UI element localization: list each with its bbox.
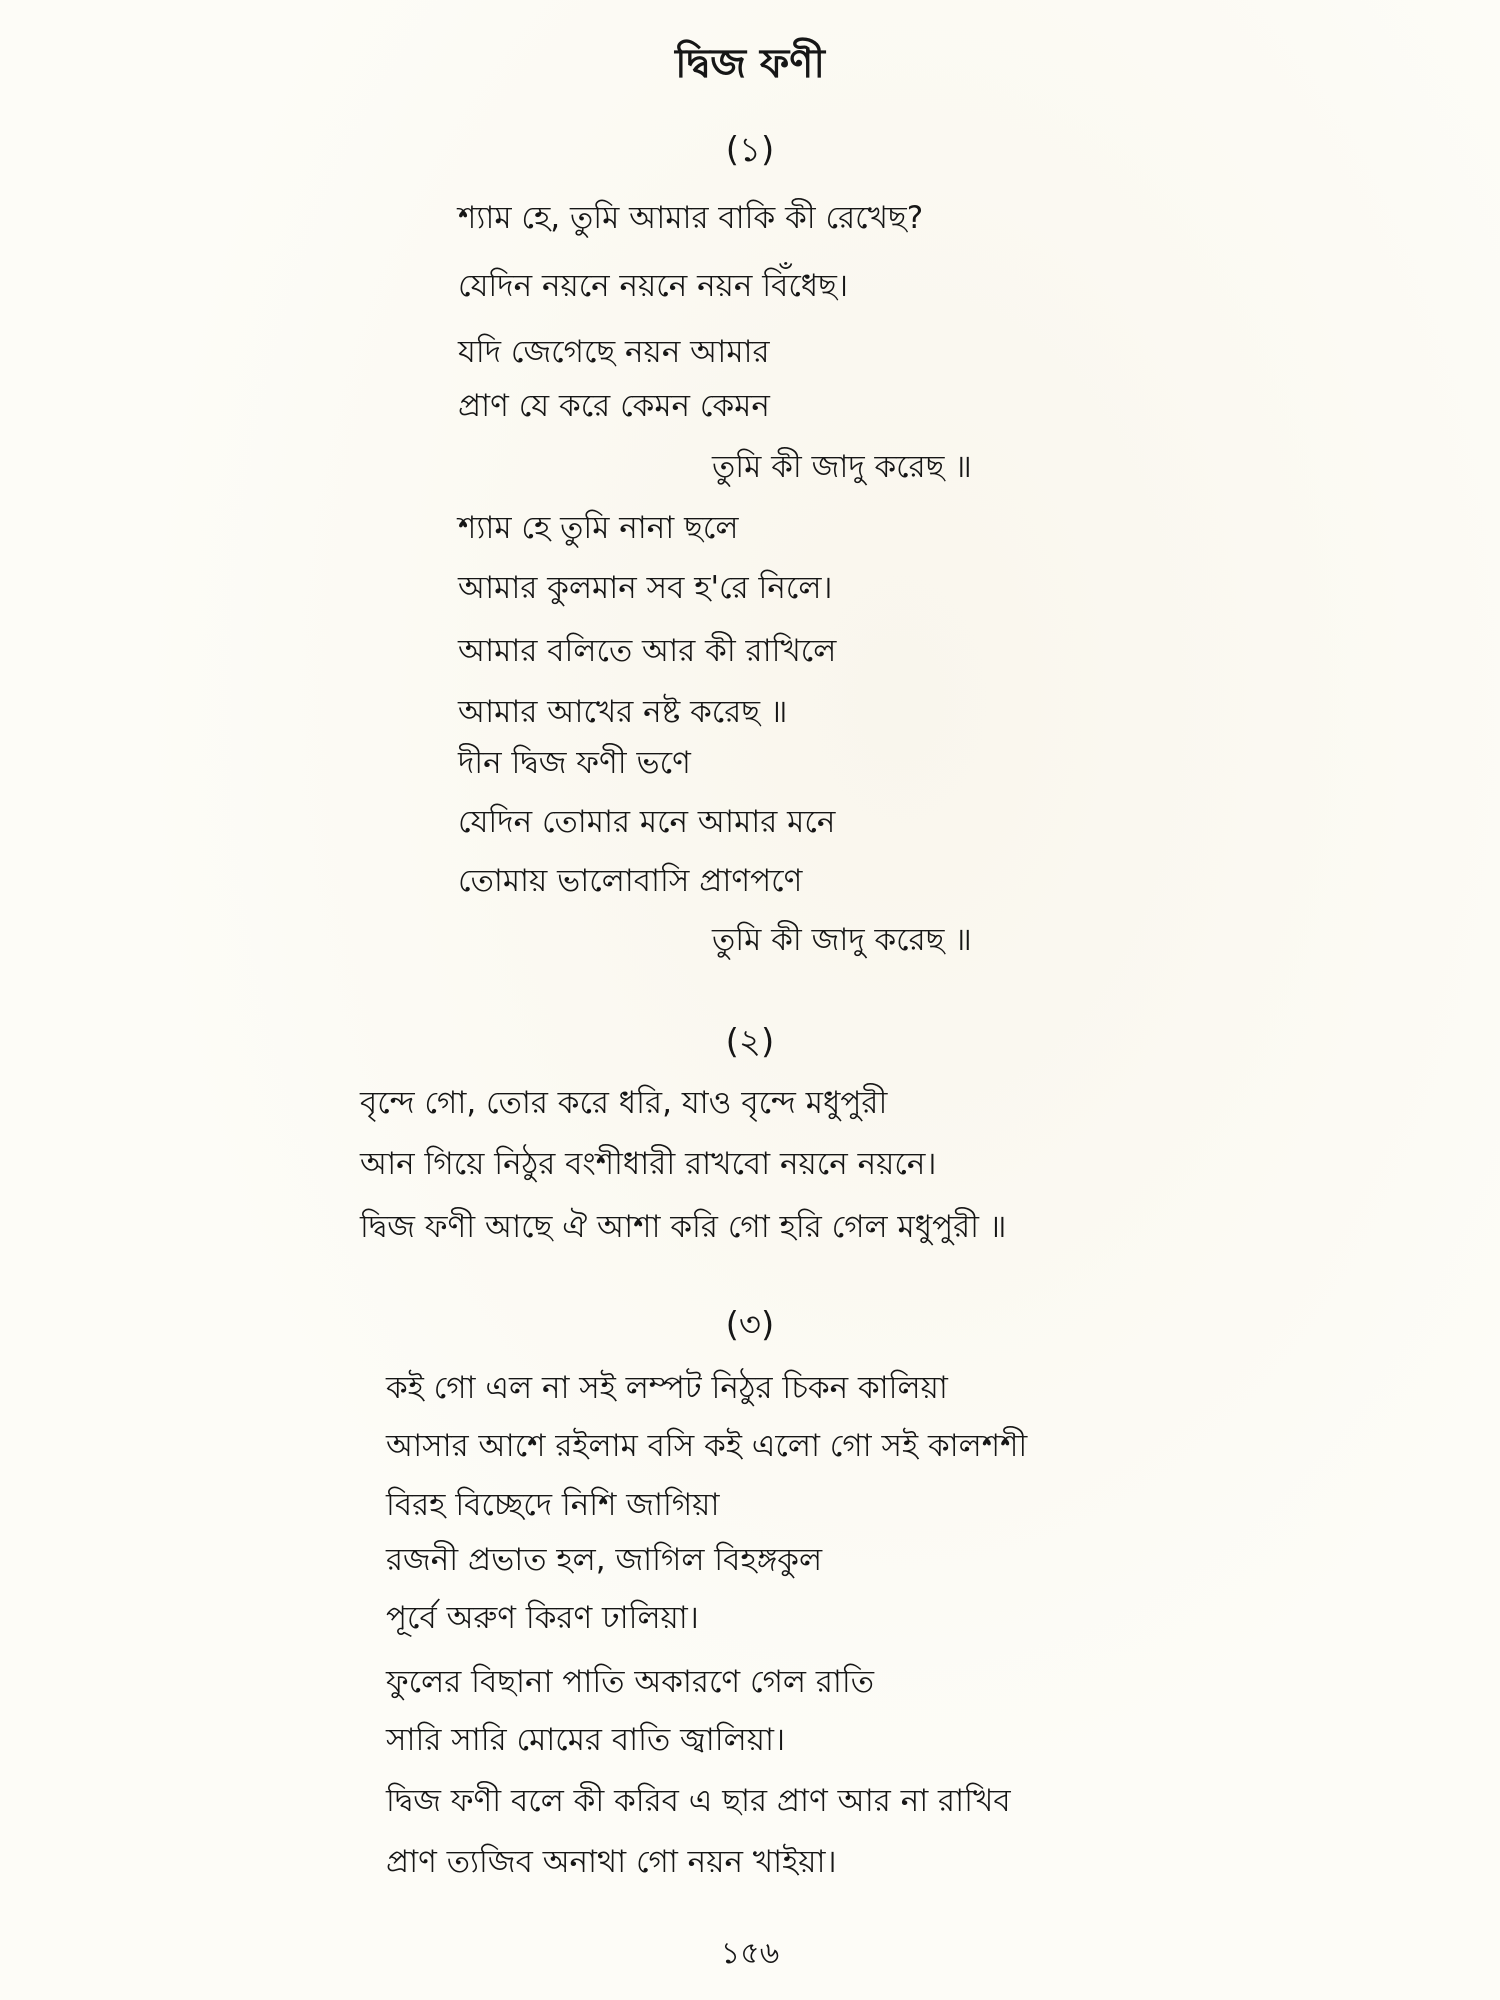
page-number: ১৫৬ <box>720 1936 780 1971</box>
verse-line: আন গিয়ে নিঠুর বংশীধারী রাখবো নয়নে নয়নে। <box>360 1146 937 1182</box>
verse-line: শ্যাম হে, তুমি আমার বাকি কী রেখেছ? <box>458 200 924 236</box>
verse-line: যদি জেগেছে নয়ন আমার <box>458 334 770 370</box>
verse-line: শ্যাম হে তুমি নানা ছলে <box>458 510 739 546</box>
page-title: দ্বিজ ফণী <box>675 41 825 87</box>
verse-line: প্রাণ ত্যজিব অনাথা গো নয়ন খাইয়া। <box>386 1844 837 1880</box>
verse-line: আমার কুলমান সব হ'রে নিলে। <box>458 570 833 606</box>
verse-line: আমার বলিতে আর কী রাখিলে <box>458 633 837 669</box>
verse-refrain-line: তুমি কী জাদু করেছ ॥ <box>712 922 972 958</box>
verse-line: যেদিন নয়নে নয়নে নয়ন বিঁধেছ। <box>458 268 849 304</box>
verse-line: দীন দ্বিজ ফণী ভণে <box>458 745 691 781</box>
verse-line: কই গো এল না সই লম্পট নিঠুর চিকন কালিয়া <box>386 1370 948 1406</box>
verse-line: বৃন্দে গো, তোর করে ধরি, যাও বৃন্দে মধুপুরী <box>360 1085 888 1121</box>
verse-line: তোমায় ভালোবাসি প্রাণপণে <box>458 863 803 899</box>
verse-line: দ্বিজ ফণী আছে ঐ আশা করি গো হরি গেল মধুপুরী ॥ <box>360 1209 1007 1245</box>
verse-line: যেদিন তোমার মনে আমার মনে <box>458 804 836 840</box>
section-number-1: (১) <box>725 130 775 170</box>
verse-line: ফুলের বিছানা পাতি অকারণে গেল রাতি <box>386 1664 875 1700</box>
verse-line: পূর্বে অরুণ কিরণ ঢালিয়া। <box>386 1600 699 1636</box>
verse-line: সারি সারি মোমের বাতি জ্বালিয়া। <box>386 1722 786 1758</box>
verse-line: প্রাণ যে করে কেমন কেমন <box>458 388 770 424</box>
verse-line: বিরহ বিচ্ছেদে নিশি জাগিয়া <box>386 1487 720 1523</box>
verse-refrain-line: তুমি কী জাদু করেছ ॥ <box>712 449 972 485</box>
verse-line: আমার আখের নষ্ট করেছ ॥ <box>458 694 788 730</box>
verse-line: দ্বিজ ফণী বলে কী করিব এ ছার প্রাণ আর না রাখিব <box>386 1783 1011 1819</box>
section-number-2: (২) <box>725 1022 775 1062</box>
verse-line: আসার আশে রইলাম বসি কই এলো গো সই কালশশী <box>386 1428 1028 1464</box>
verse-line: রজনী প্রভাত হল, জাগিল বিহঙ্গকুল <box>386 1542 823 1578</box>
section-number-3: (৩) <box>725 1305 775 1345</box>
